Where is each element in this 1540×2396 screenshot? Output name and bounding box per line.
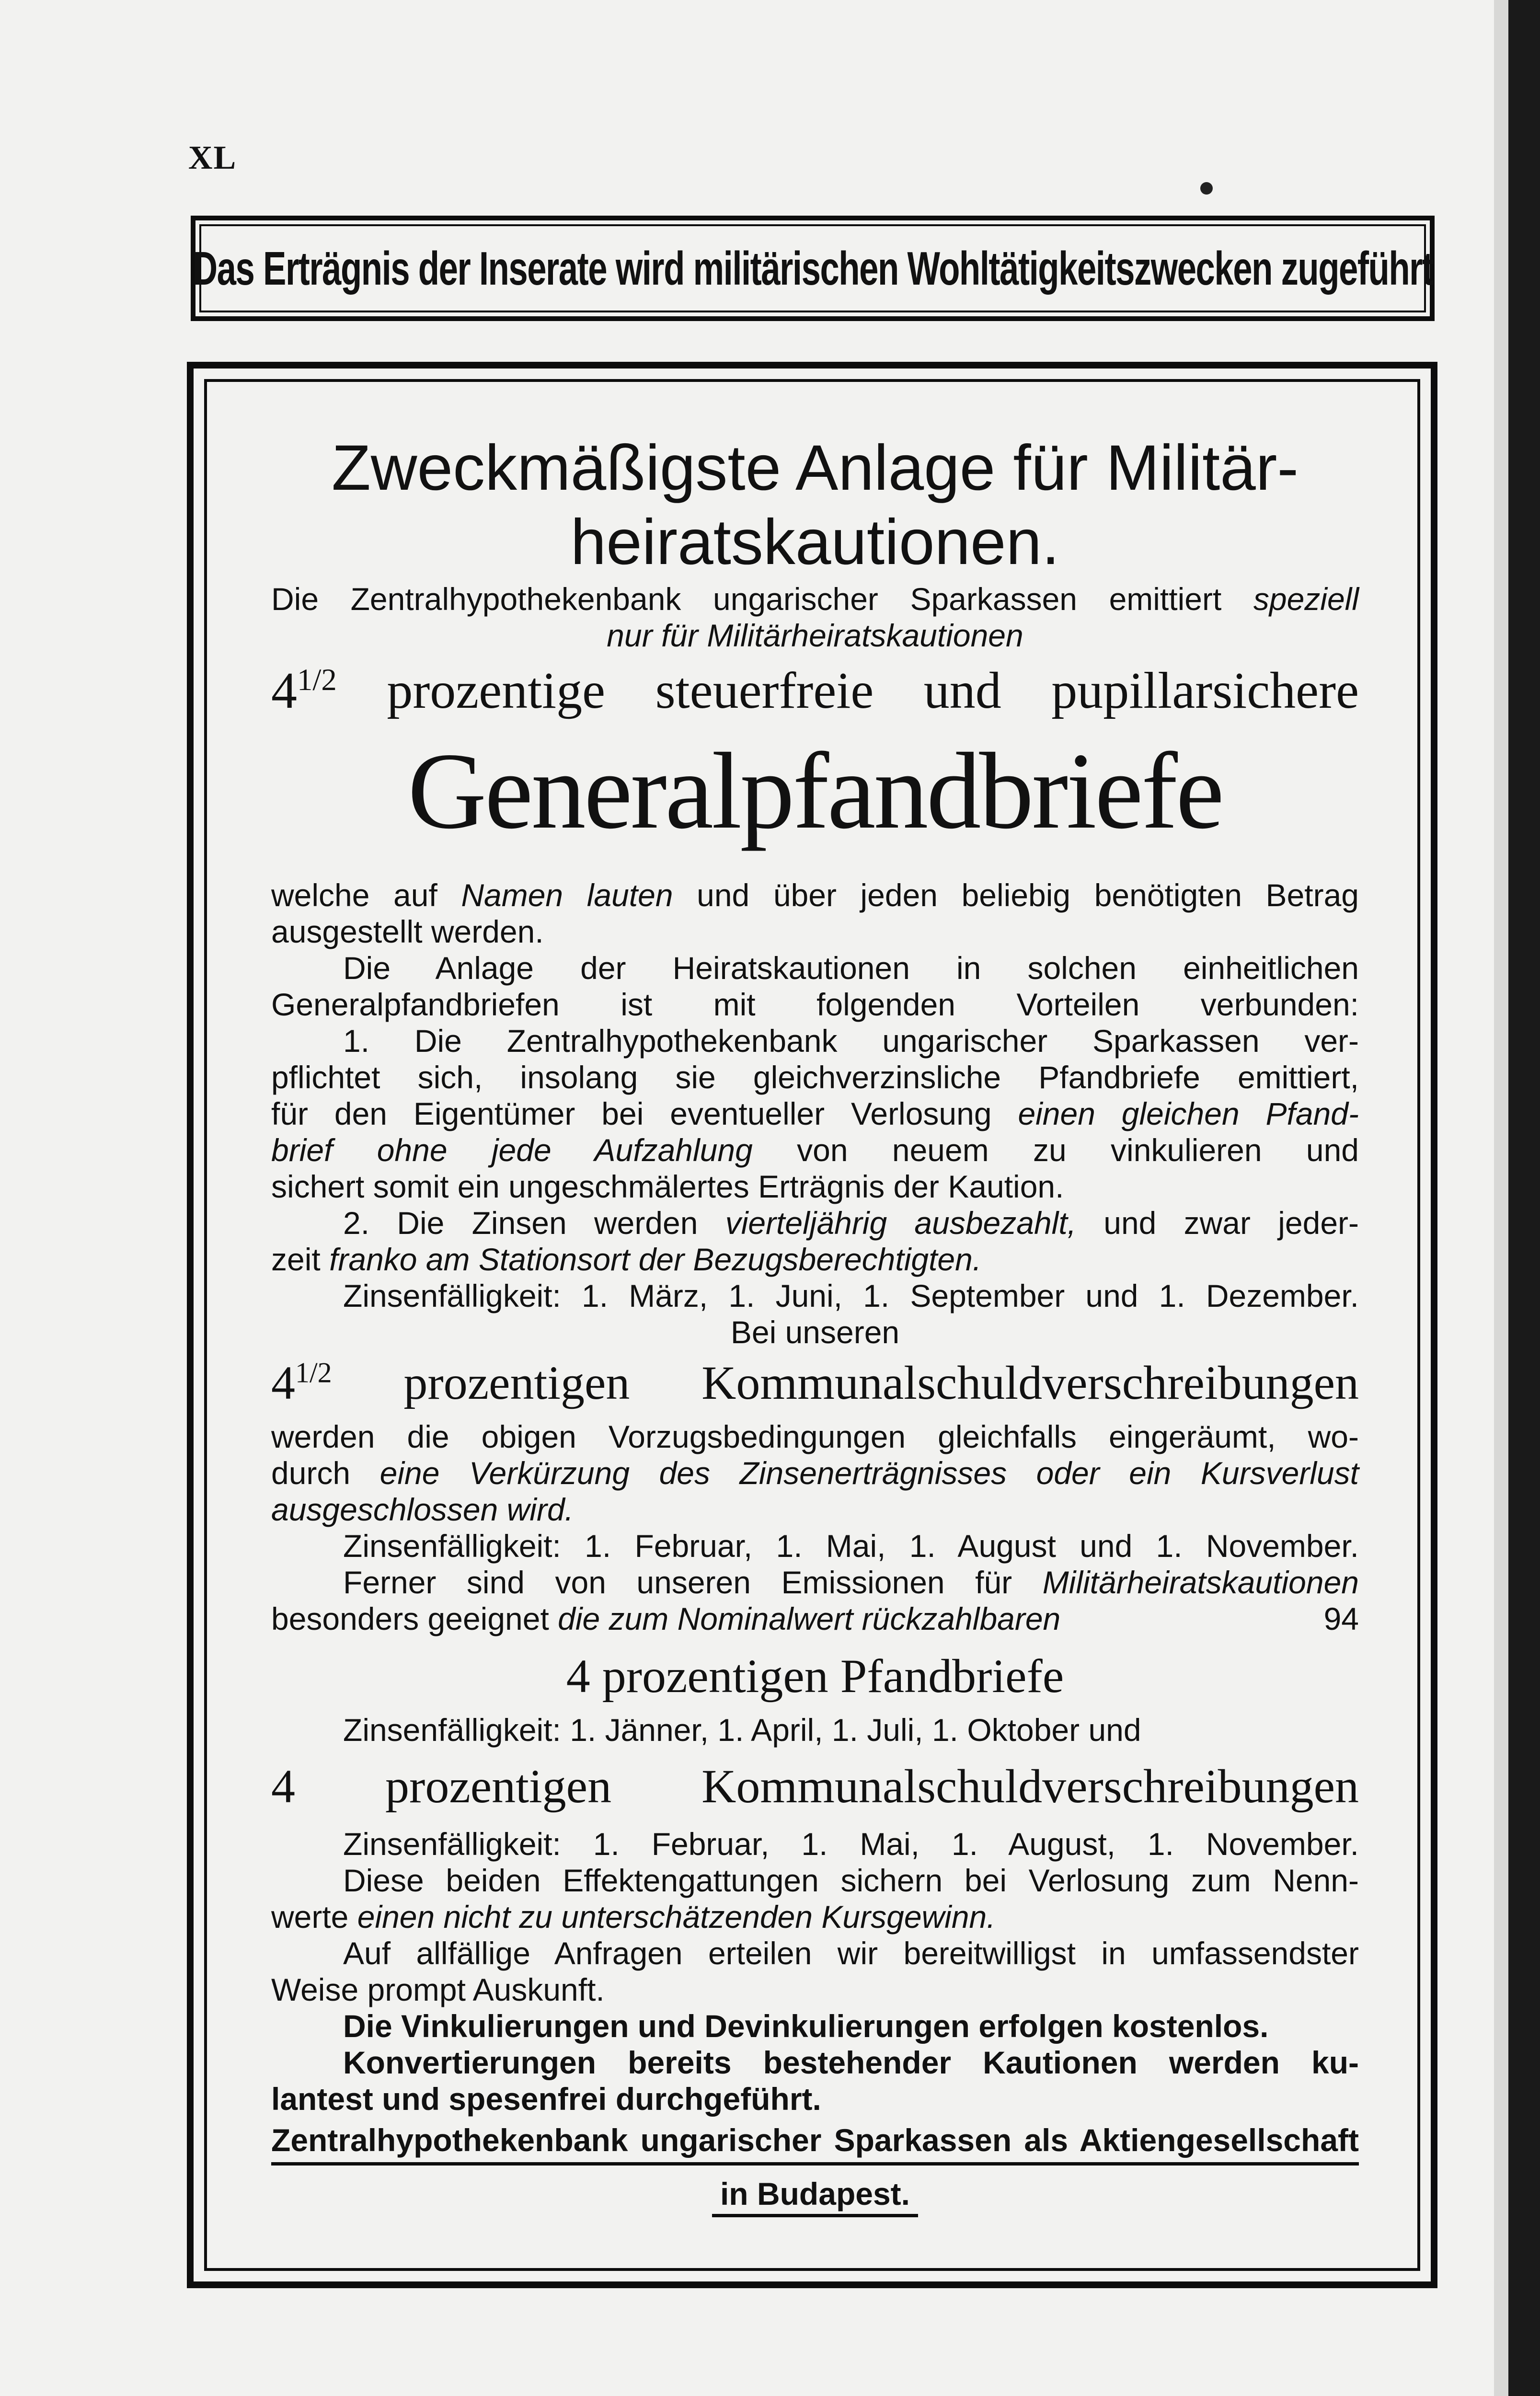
- paragraph-4-line-2: zeit franko am Stationsort der Bezugsberechtigten.: [271, 1242, 982, 1277]
- paragraph-10-line-2: Weise prompt Auskunft.: [271, 1972, 605, 2007]
- notice-text: Das Erträgnis der Inserate wird militärischen Wohltätigkeitszwecken zugeführt: [192, 242, 1433, 295]
- paragraph-3-line-1: 1. Die Zentralhypothekenbank ungarischer Sparkassen ver-: [343, 1023, 1359, 1059]
- headline-line-1: Zweckmäßigste Anlage für Militär-: [331, 432, 1299, 504]
- ad-number: 94: [1323, 1601, 1359, 1636]
- paragraph-3-line-2: pflichtet sich, insolang sie gleichverzinsliche Pfandbriefe emittiert,: [271, 1060, 1359, 1095]
- heading-pfandbriefe: 4 prozentigen Pfandbriefe: [566, 1649, 1064, 1703]
- intro-line-1: Die Zentralhypothekenbank ungarischer Sparkassen emittiert speziell: [271, 581, 1359, 617]
- rate-heading: $4^{1/2}$ prozentige steuerfreie und pupillarsichere: [271, 662, 1359, 719]
- paragraph-2-line-2: Generalpfandbriefen ist mit folgenden Vorteilen verbunden:: [271, 987, 1359, 1022]
- paragraph-8-line-1: Zinsenfälligkeit: 1. Jänner, 1. April, 1. Juli, 1. Oktober und: [343, 1712, 1141, 1748]
- paragraph-11-line-3: lantest und spesenfrei durchgeführt.: [271, 2081, 821, 2117]
- intro-line-2: nur für Militärheiratskautionen: [607, 618, 1023, 653]
- paragraph-2-line-1: Die Anlage der Heiratskautionen in solchen einheitlichen: [343, 950, 1359, 986]
- paragraph-9-line-3: werte einen nicht zu unterschätzenden Kursgewinn.: [271, 1899, 996, 1935]
- paragraph-9-line-1: Zinsenfälligkeit: 1. Februar, 1. Mai, 1. August, 1. November.: [343, 1826, 1359, 1862]
- signature-line-1: Zentralhypothekenbank ungarischer Sparkassen als Aktiengesellschaft: [271, 2122, 1359, 2158]
- paragraph-4-line-3: Zinsenfälligkeit: 1. März, 1. Juni, 1. September und 1. Dezember.: [343, 1278, 1359, 1313]
- paragraph-4-line-1: 2. Die Zinsen werden vierteljährig ausbezahlt, und zwar jeder-: [343, 1205, 1359, 1241]
- paragraph-1-line-1: welche auf Namen lauten und über jeden beliebig benötigten Betrag: [271, 877, 1359, 913]
- paragraph-6-line-1: werden die obigen Vorzugsbedingungen gleichfalls eingeräumt, wo-: [271, 1419, 1359, 1454]
- paragraph-3-line-5: sichert somit ein ungeschmälertes Erträgnis der Kaution.: [271, 1169, 1064, 1204]
- page-gutter: [1494, 0, 1508, 2396]
- page-edge: [1508, 0, 1540, 2396]
- paragraph-3-line-3: für den Eigentümer bei eventueller Verlosung einen gleichen Pfand-: [271, 1096, 1359, 1131]
- product-name: Generalpfandbriefe: [407, 731, 1223, 852]
- page-number: XL: [188, 139, 237, 176]
- paragraph-7-line-1: Ferner sind von unseren Emissionen für Militärheiratskautionen: [343, 1565, 1359, 1600]
- ink-spot: [1200, 182, 1213, 195]
- signature-line-2: in Budapest.: [720, 2176, 910, 2212]
- paragraph-6-line-2: durch eine Verkürzung des Zinsenerträgnisses oder ein Kursverlust: [271, 1455, 1359, 1491]
- location-rule: [712, 2214, 918, 2217]
- paragraph-11-line-2: Konvertierungen bereits bestehender Kautionen werden ku-: [343, 2045, 1359, 2080]
- paragraph-1-line-2: ausgestellt werden.: [271, 914, 544, 949]
- headline-line-2: heiratskautionen.: [570, 507, 1060, 578]
- paragraph-5-line-1: Bei unseren: [730, 1314, 900, 1350]
- paragraph-7-line-2: besonders geeignet die zum Nominalwert rückzahlbaren 94: [271, 1601, 1359, 1636]
- paragraph-3-line-4: brief ohne jede Aufzahlung von neuem zu vinkulieren und: [271, 1132, 1359, 1168]
- paragraph-6-line-4: Zinsenfälligkeit: 1. Februar, 1. Mai, 1. August und 1. November.: [343, 1528, 1359, 1564]
- paragraph-9-line-2: Diese beiden Effektengattungen sichern bei Verlosung zum Nenn-: [343, 1863, 1359, 1898]
- heading-kommunal-1: $4^{1/2}$ prozentigen Kommunalschuldverschreibungen: [271, 1356, 1359, 1409]
- notice-box: [191, 216, 1435, 321]
- paragraph-10-line-1: Auf allfällige Anfragen erteilen wir bereitwilligst in umfassendster: [343, 1935, 1359, 1971]
- paragraph-6-line-3: ausgeschlossen wird.: [271, 1492, 574, 1527]
- signature-rule: [271, 2162, 1359, 2166]
- heading-kommunal-2: 4 prozentigen Kommunalschuldverschreibungen: [271, 1760, 1359, 1813]
- paragraph-11-line-1: Die Vinkulierungen und Devinkulierungen erfolgen kostenlos.: [343, 2008, 1269, 2044]
